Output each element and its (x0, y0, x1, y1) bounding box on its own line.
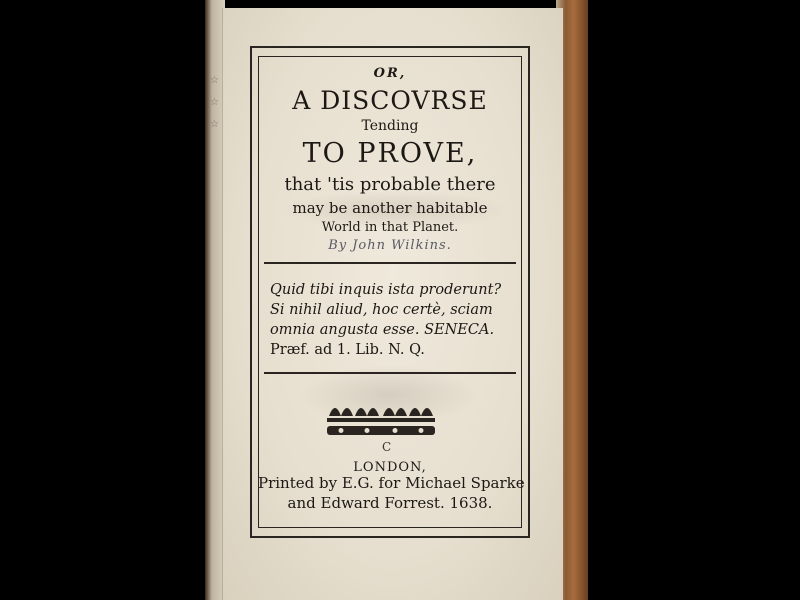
printers-mark: C (382, 440, 392, 454)
handwritten-signature: By John Wilkins. (328, 238, 452, 253)
or-heading: OR, (373, 66, 407, 81)
imprint-city: LONDON, (353, 460, 427, 475)
title-line-2: may be another habitable (292, 199, 488, 217)
pencil-marks: ☆ ☆ ☆ (210, 75, 219, 130)
imprint-printer-line-1: Printed by E.G. for Michael Sparke (258, 474, 525, 492)
quote-line-1: Quid tibi inquis ista proderunt? (270, 282, 502, 298)
imprint-printer-line-2: and Edward Forrest. 1638. (287, 494, 493, 512)
quote-line-4: Præf. ad 1. Lib. N. Q. (270, 342, 425, 358)
quote-line-3: omnia angusta esse. SENECA. (270, 322, 495, 338)
title-line-1: that 'tis probable there (284, 174, 496, 195)
divider-rule-bottom (264, 372, 516, 374)
printers-ornament-icon (325, 398, 437, 438)
tending-text: Tending (361, 118, 419, 134)
quote-line-2: Si nihil aliud, hoc certè, sciam (270, 302, 493, 318)
prove-heading: TO PROVE, (302, 138, 478, 169)
discourse-heading: A DISCOVRSE (292, 86, 488, 115)
title-line-3: World in that Planet. (321, 220, 459, 235)
divider-rule-top (264, 262, 516, 264)
